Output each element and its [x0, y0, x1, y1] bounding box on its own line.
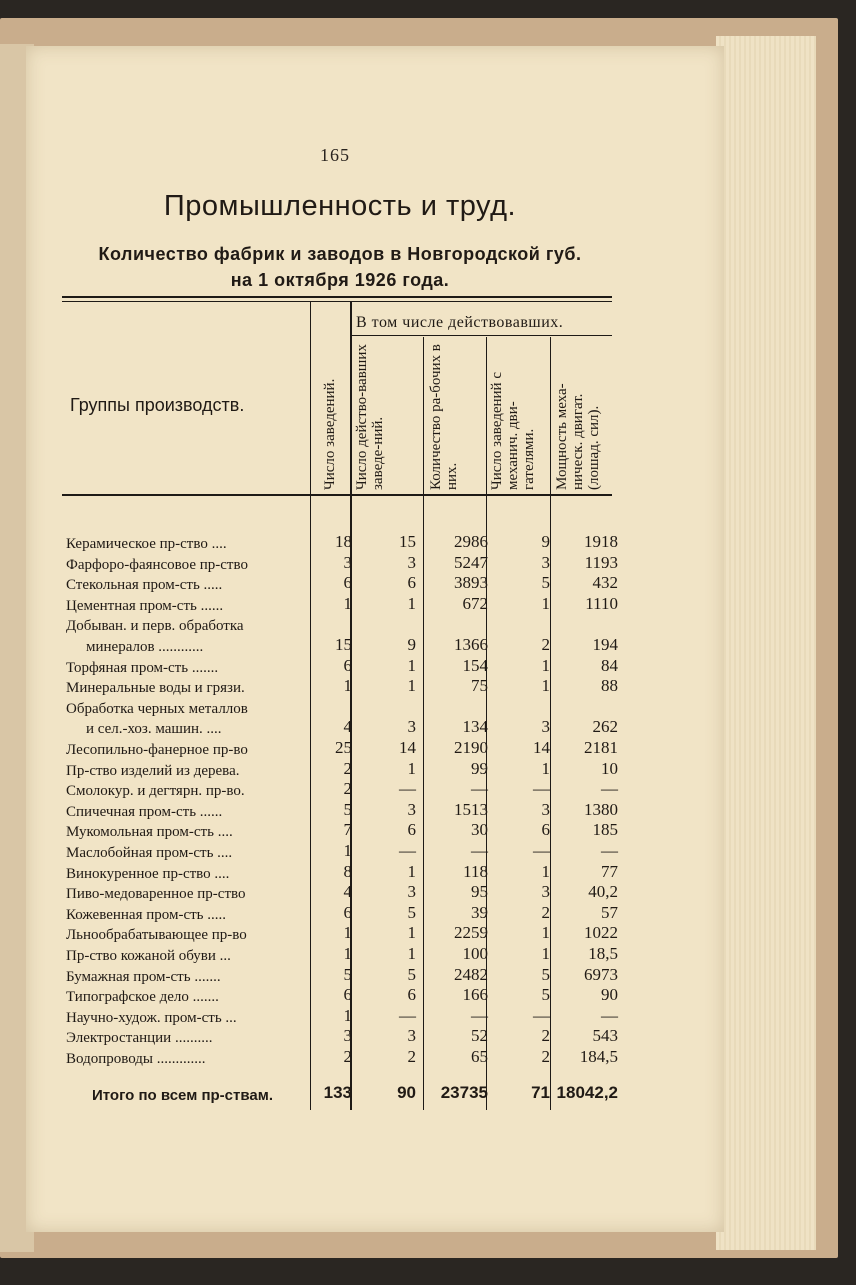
cell-power: 1380	[584, 800, 618, 819]
cell-mech: 1	[541, 656, 550, 675]
cell-total: 6	[343, 573, 352, 592]
row-label: Электростанции ..........	[66, 1030, 213, 1046]
cell-workers: 1366	[454, 635, 488, 654]
cell-power: 84	[601, 656, 618, 675]
cell-power: 1193	[584, 553, 618, 572]
cell-power: 88	[601, 676, 618, 695]
cell-mech: —	[533, 1006, 550, 1025]
cell-active: 6	[407, 820, 416, 839]
row-label: Типографское дело .......	[66, 989, 219, 1005]
cell-total: 1	[343, 1006, 352, 1025]
cell-power: 57	[601, 903, 618, 922]
cell-workers: 2190	[454, 738, 488, 757]
cell-mech: 5	[541, 965, 550, 984]
page-edges	[716, 36, 816, 1250]
in-that-underline	[350, 335, 612, 336]
cell-power: 77	[601, 862, 618, 881]
cell-active: —	[399, 779, 416, 798]
cell-mech: 2	[541, 635, 550, 654]
cell-power: 1110	[585, 594, 618, 613]
cell-mech: 14	[533, 738, 550, 757]
cell-total: 1	[343, 944, 352, 963]
cell-total: 1	[343, 841, 352, 860]
row-label: Кожевенная пром-сть .....	[66, 907, 227, 923]
cell-mech: 3	[541, 717, 550, 736]
cell-active: 5	[407, 903, 416, 922]
cell-power: —	[601, 1006, 618, 1025]
cell-mech: 2	[541, 903, 550, 922]
cell-workers: 95	[471, 882, 488, 901]
cell-power: 1918	[584, 532, 618, 551]
cell-active: 5	[407, 965, 416, 984]
row-label: Стекольная пром-сть .....	[66, 577, 223, 593]
row-label: Пр-ство кожаной обуви ...	[66, 948, 231, 964]
cell-total: 1	[343, 676, 352, 695]
cell-total: 8	[343, 862, 352, 881]
row-label: и сел.-хоз. машин. ....	[86, 721, 222, 737]
cell-total: 1	[343, 594, 352, 613]
cell-active: 6	[407, 573, 416, 592]
cell-power: 432	[592, 573, 618, 592]
row-label: Спичечная пром-сть ......	[66, 804, 223, 820]
cell-power: 185	[592, 820, 618, 839]
cell-active: 1	[407, 676, 416, 695]
total-active: 90	[397, 1083, 416, 1102]
cell-workers: 30	[471, 820, 488, 839]
cell-active: 6	[407, 985, 416, 1004]
row-label: Лесопильно-фанерное пр-во	[66, 742, 248, 758]
cell-mech: 5	[541, 985, 550, 1004]
cell-power: 10	[601, 759, 618, 778]
cell-workers: 39	[471, 903, 488, 922]
cell-total: 6	[343, 903, 352, 922]
cell-mech: 1	[541, 594, 550, 613]
cell-mech: 9	[541, 532, 550, 551]
cell-total: 3	[343, 1026, 352, 1045]
cell-power: 18,5	[588, 944, 618, 963]
cell-workers: —	[471, 779, 488, 798]
row-label: Водопроводы .............	[66, 1051, 206, 1067]
cell-active: 3	[407, 553, 416, 572]
cell-active: 3	[407, 717, 416, 736]
table-top-rule-thin	[62, 301, 612, 302]
cell-total: 5	[343, 965, 352, 984]
row-label: Льнообрабатывающее пр-во	[66, 927, 247, 943]
cell-workers: 99	[471, 759, 488, 778]
cell-workers: 52	[471, 1026, 488, 1045]
active-header-text: Число действо-вавших заведе-ний.	[354, 344, 386, 490]
cell-total: 2	[343, 1047, 352, 1066]
cell-total: 4	[343, 717, 352, 736]
cell-workers: 672	[462, 594, 488, 613]
header-bottom-rule	[62, 494, 612, 496]
row-label: Добыван. и перв. обработка	[66, 618, 244, 634]
row-label: Винокуренное пр-ство ....	[66, 866, 230, 882]
cell-mech: 3	[541, 882, 550, 901]
cell-workers: 1513	[454, 800, 488, 819]
total-workers: 23735	[440, 1083, 488, 1102]
power-header	[554, 342, 602, 490]
cell-total: 18	[335, 532, 352, 551]
cell-mech: 2	[541, 1047, 550, 1066]
table-top-rule	[62, 296, 612, 298]
cell-workers: —	[471, 841, 488, 860]
cell-active: 1	[407, 594, 416, 613]
groups-column-header: Группы производств.	[70, 395, 245, 415]
col-divider-3	[423, 337, 424, 1110]
table-title-line-2: на 1 октября 1926 года.	[230, 270, 450, 290]
cell-mech: 5	[541, 573, 550, 592]
cell-total: 25	[335, 738, 352, 757]
cell-active: 1	[407, 923, 416, 942]
cell-active: 1	[407, 862, 416, 881]
row-label: Пиво-медоваренное пр-ство	[66, 886, 246, 902]
section-title: Промышленность и труд.	[163, 190, 517, 222]
cell-active: 3	[407, 800, 416, 819]
total-row-label: Итого по всем пр-ствам.	[92, 1087, 273, 1104]
row-label: Минеральные воды и грязи.	[66, 680, 245, 696]
cell-active: 2	[407, 1047, 416, 1066]
cell-mech: —	[533, 779, 550, 798]
row-label: Керамическое пр-ство ....	[66, 536, 227, 552]
cell-workers: 100	[462, 944, 488, 963]
cell-workers: 118	[463, 862, 488, 881]
cell-workers: 5247	[454, 553, 488, 572]
mechanical-header-text: Число заведений с механич. дви-гателями.	[489, 372, 537, 490]
active-header	[354, 342, 386, 490]
row-label: Пр-ство изделий из дерева.	[66, 763, 240, 779]
cell-active: 9	[407, 635, 416, 654]
cell-power: —	[601, 841, 618, 860]
cell-total: 6	[343, 985, 352, 1004]
cell-active: —	[399, 1006, 416, 1025]
cell-active: 1	[407, 656, 416, 675]
cell-active: —	[399, 841, 416, 860]
cell-workers: 2986	[454, 532, 488, 551]
cell-power: 90	[601, 985, 618, 1004]
cell-workers: 75	[471, 676, 488, 695]
row-label: Научно-худож. пром-сть ...	[66, 1010, 237, 1026]
cell-active: 14	[399, 738, 416, 757]
cell-mech: 2	[541, 1026, 550, 1045]
total-count: 133	[323, 1083, 352, 1102]
total-mechanical: 71	[531, 1083, 550, 1102]
table-title-line-1: Количество фабрик и заводов в Новгородской губ.	[98, 244, 582, 264]
cell-power: 194	[592, 635, 618, 654]
cell-workers: 134	[462, 717, 488, 736]
page-number: 165	[320, 145, 350, 165]
cell-total: 7	[343, 820, 352, 839]
cell-total: 4	[343, 882, 352, 901]
cell-active: 3	[407, 1026, 416, 1045]
cell-active: 1	[407, 759, 416, 778]
cell-mech: 1	[541, 923, 550, 942]
cell-total: 2	[343, 759, 352, 778]
table-title	[40, 241, 640, 293]
cell-power: 543	[592, 1026, 618, 1045]
cell-mech: —	[533, 841, 550, 860]
cell-total: 5	[343, 800, 352, 819]
row-label: минералов ............	[86, 639, 204, 655]
col-divider-5	[550, 337, 551, 1110]
row-label: Бумажная пром-сть .......	[66, 969, 221, 985]
cell-workers: 154	[462, 656, 488, 675]
row-label: Цементная пром-сть ......	[66, 598, 224, 614]
row-label: Смолокур. и дегтярн. пр-во.	[66, 783, 245, 799]
cell-mech: 1	[541, 862, 550, 881]
total-count-header: Число заведений.	[322, 378, 338, 490]
cell-mech: 1	[541, 759, 550, 778]
cell-power: 40,2	[588, 882, 618, 901]
row-label: Фарфоро-фаянсовое пр-ство	[66, 557, 248, 573]
cell-mech: 3	[541, 553, 550, 572]
cell-total: 3	[343, 553, 352, 572]
cell-power: 6973	[584, 965, 618, 984]
cell-active: 15	[399, 532, 416, 551]
mechanical-header	[489, 342, 537, 490]
cell-workers: 65	[471, 1047, 488, 1066]
in-that-header: В том числе действовавших.	[356, 314, 564, 331]
cell-active: 3	[407, 882, 416, 901]
cell-power: 184,5	[579, 1047, 618, 1066]
cell-power: 262	[592, 717, 618, 736]
cell-workers: 2259	[454, 923, 488, 942]
row-label: Обработка черных металлов	[66, 701, 248, 717]
cell-mech: 6	[541, 820, 550, 839]
row-label: Мукомольная пром-сть ....	[66, 824, 233, 840]
total-power: 18042,2	[556, 1083, 618, 1102]
workers-header	[428, 342, 460, 490]
row-label: Торфяная пром-сть .......	[66, 660, 219, 676]
cell-total: 15	[335, 635, 352, 654]
row-label: Маслобойная пром-сть ....	[66, 845, 233, 861]
cell-total: 6	[343, 656, 352, 675]
cell-total: 2	[343, 779, 352, 798]
cell-total: 1	[343, 923, 352, 942]
cell-power: 2181	[584, 738, 618, 757]
cell-workers: 3893	[454, 573, 488, 592]
cell-workers: 2482	[454, 965, 488, 984]
cell-power: 1022	[584, 923, 618, 942]
cell-workers: —	[471, 1006, 488, 1025]
cell-mech: 1	[541, 676, 550, 695]
workers-header-text: Количество ра-бочих в них.	[428, 344, 460, 490]
cell-active: 1	[407, 944, 416, 963]
cell-power: —	[601, 779, 618, 798]
cell-mech: 1	[541, 944, 550, 963]
power-header-text: Мощность меха-ническ. двигат. (лошад. сил).	[554, 383, 602, 490]
cell-mech: 3	[541, 800, 550, 819]
cell-workers: 166	[462, 985, 488, 1004]
